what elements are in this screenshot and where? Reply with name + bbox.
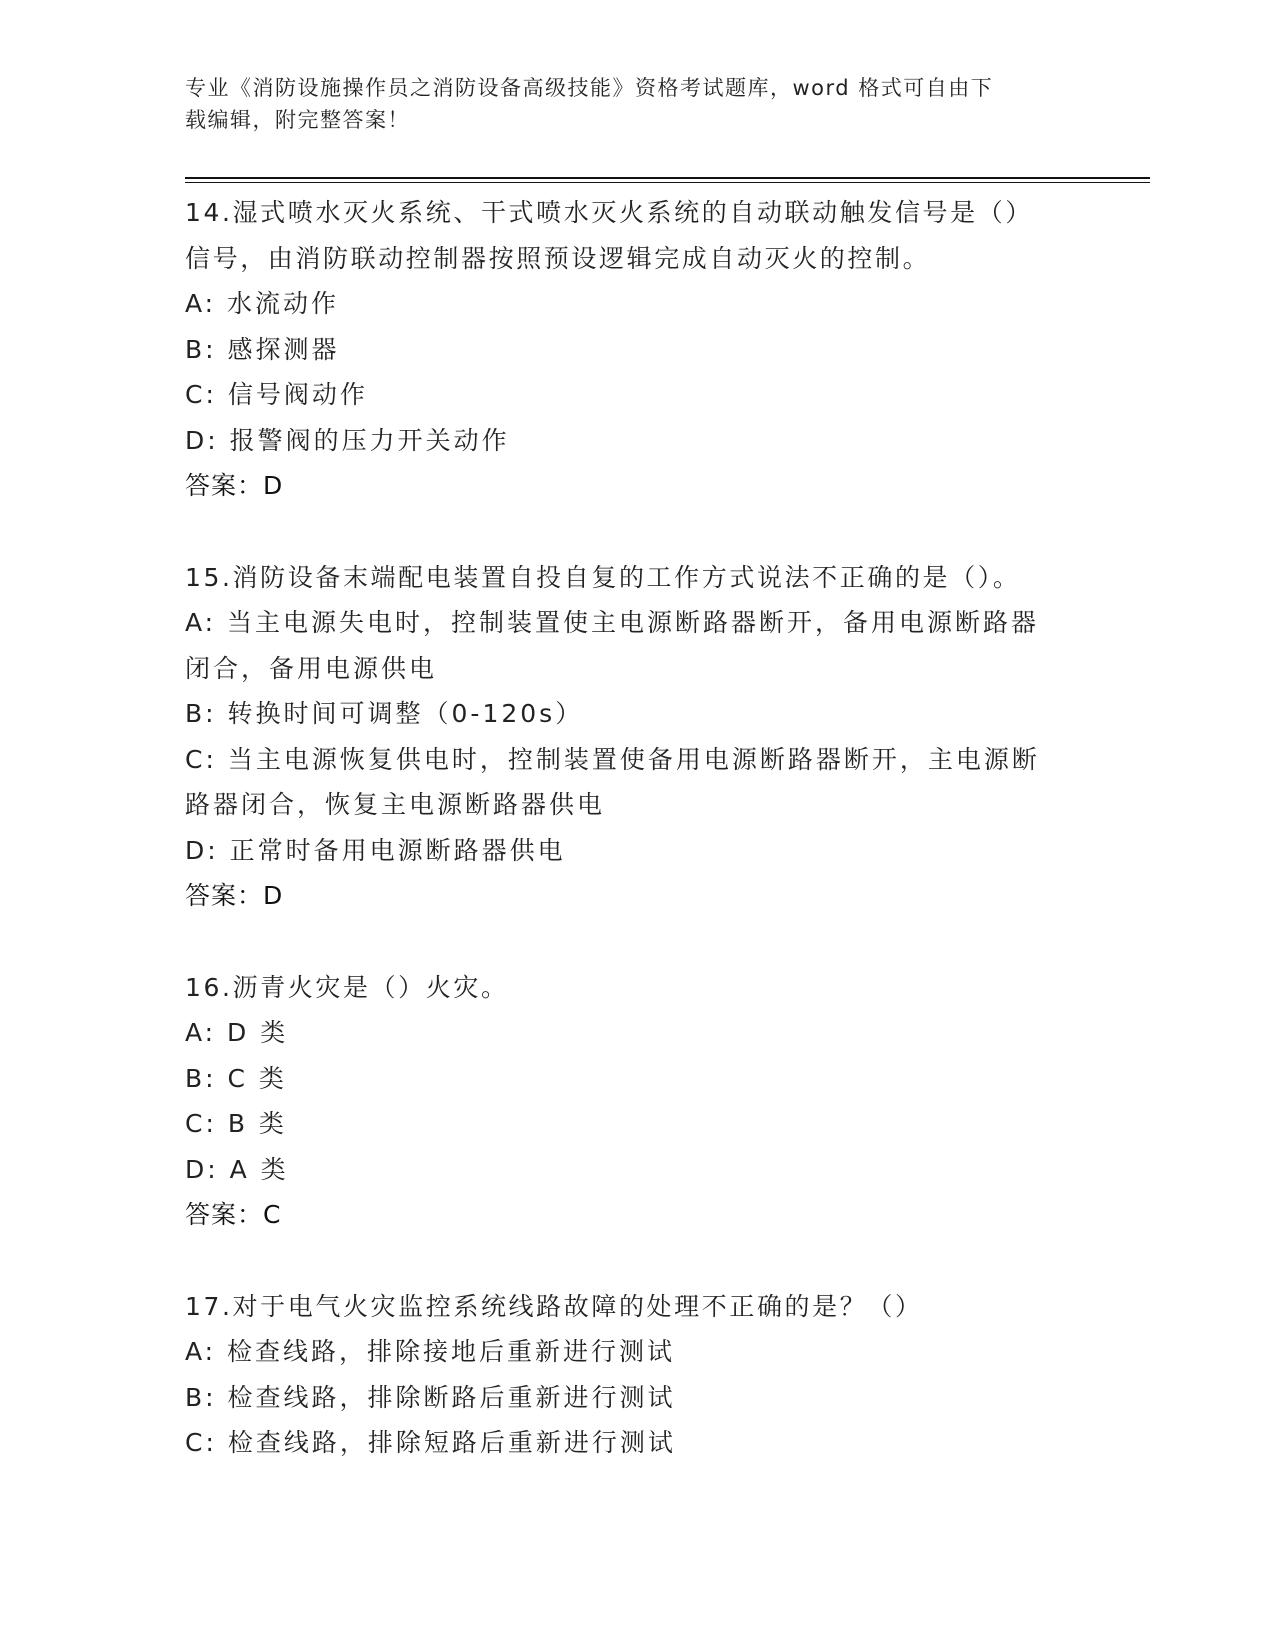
option-c-continued: 路器闭合，恢复主电源断路器供电 bbox=[185, 790, 606, 819]
document-header bbox=[185, 72, 1065, 136]
option-a: A: D 类 bbox=[185, 1018, 289, 1047]
header-divider-thin bbox=[185, 182, 1150, 183]
option-b: B: 感探测器 bbox=[185, 334, 340, 364]
question-stem: 信号，由消防联动控制器按照预设逻辑完成自动灭火的控制。 bbox=[185, 243, 931, 273]
answer-text: 答案：C bbox=[185, 1200, 282, 1229]
option-a-continued: 闭合，备用电源供电 bbox=[185, 653, 438, 683]
question-17 bbox=[185, 1284, 1085, 1466]
question-stem: 16.沥青火灾是（）火灾。 bbox=[185, 972, 509, 1002]
header-divider-thick bbox=[185, 177, 1150, 179]
question-15 bbox=[185, 555, 1085, 919]
answer-text: 答案：D bbox=[185, 881, 284, 910]
question-16 bbox=[185, 965, 1085, 1238]
question-stem: 17.对于电气火灾监控系统线路故障的处理不正确的是？（） bbox=[185, 1291, 923, 1321]
option-c: C: 信号阀动作 bbox=[185, 380, 368, 409]
answer-text: 答案：D bbox=[185, 471, 284, 500]
option-b: B: 转换时间可调整（0-120s） bbox=[185, 699, 584, 728]
option-c: C: B 类 bbox=[185, 1109, 287, 1138]
option-d: D: 报警阀的压力开关动作 bbox=[185, 425, 510, 455]
option-b: B: 检查线路，排除断路后重新进行测试 bbox=[185, 1382, 676, 1412]
option-b: B: C 类 bbox=[185, 1063, 287, 1093]
option-c: C: 当主电源恢复供电时，控制装置使备用电源断路器断开，主电源断 bbox=[185, 744, 1040, 774]
option-d: D: 正常时备用电源断路器供电 bbox=[185, 835, 566, 865]
header-line-2: 载编辑，附完整答案！ bbox=[185, 108, 410, 132]
question-14 bbox=[185, 190, 1085, 509]
option-a: A: 检查线路，排除接地后重新进行测试 bbox=[185, 1337, 676, 1366]
question-stem: 15.消防设备末端配电装置自投自复的工作方式说法不正确的是（）。 bbox=[185, 562, 1021, 592]
question-stem: 14.湿式喷水灭火系统、干式喷水灭火系统的自动联动触发信号是（） bbox=[185, 198, 1033, 227]
option-a: A: 当主电源失电时，控制装置使主电源断路器断开，备用电源断路器 bbox=[185, 608, 1040, 637]
question-list bbox=[185, 190, 1085, 1512]
option-c: C: 检查线路，排除短路后重新进行测试 bbox=[185, 1428, 676, 1457]
option-a: A: 水流动作 bbox=[185, 289, 340, 318]
option-d: D: A 类 bbox=[185, 1154, 289, 1184]
header-line-1: 专业《消防设施操作员之消防设备高级技能》资格考试题库，word 格式可自由下 bbox=[185, 76, 994, 100]
